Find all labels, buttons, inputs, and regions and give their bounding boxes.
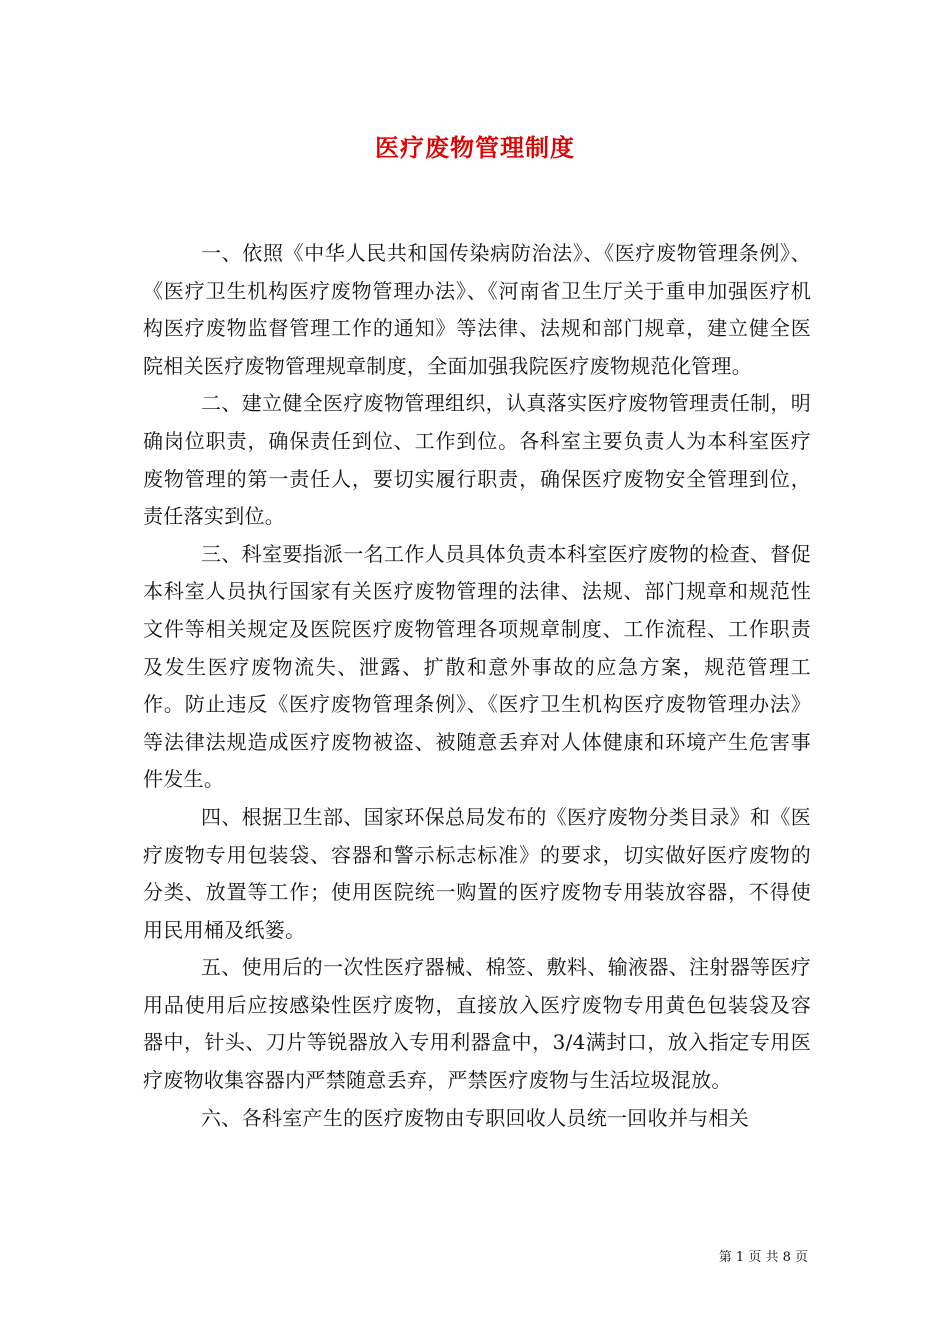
paragraph-5: 五、使用后的一次性医疗器械、棉签、敷料、输液器、注射器等医疗用品使用后应按感染性医疗废物，直接放入医疗废物专用黄色包装袋及容器中，针头、刀片等锐器放入专用利器盒中，3/4满封口，放入指定专用医疗废物收集容器内严禁随意丢弃，严禁医疗废物与生活垃圾混放。: [143, 955, 811, 1093]
paragraph-2: 二、建立健全医疗废物管理组织，认真落实医疗废物管理责任制，明确岗位职责，确保责任到位、工作到位。各科室主要负责人为本科室医疗废物管理的第一责任人，要切实履行职责，确保医疗废物安全管理到位，责任落实到位。: [143, 391, 811, 529]
document-title: 医疗废物管理制度: [375, 133, 575, 162]
paragraph-3: 三、科室要指派一名工作人员具体负责本科室医疗废物的检查、督促本科室人员执行国家有关医疗废物管理的法律、法规、部门规章和规范性文件等相关规定及医院医疗废物管理各项规章制度、工作流程、工作职责及发生医疗废物流失、泄露、扩散和意外事故的应急方案，规范管理工作。防止违反《医疗废物管理条例》、《医疗卫生机构医疗废物管理办法》等法律法规造成医疗废物被盗、被随意丢弃对人体健康和环境产生危害事件发生。: [143, 541, 811, 792]
page-number-footer: 第 1 页 共 8 页: [718, 1250, 808, 1265]
document-body: [143, 235, 811, 1137]
paragraph-1: 一、依照《中华人民共和国传染病防治法》、《医疗废物管理条例》、《医疗卫生机构医疗废物管理办法》、《河南省卫生厅关于重申加强医疗机构医疗废物监督管理工作的通知》等法律、法规和部门规章，建立健全医院相关医疗废物管理规章制度，全面加强我院医疗废物规范化管理。: [143, 241, 811, 378]
paragraph-4: 四、根据卫生部、国家环保总局发布的《医疗废物分类目录》和《医疗废物专用包装袋、容器和警示标志标准》的要求，切实做好医疗废物的分类、放置等工作；使用医院统一购置的医疗废物专用装放容器，不得使用民用桶及纸篓。: [143, 804, 811, 942]
paragraph-6: 六、各科室产生的医疗废物由专职回收人员统一回收并与相关: [201, 1105, 750, 1130]
